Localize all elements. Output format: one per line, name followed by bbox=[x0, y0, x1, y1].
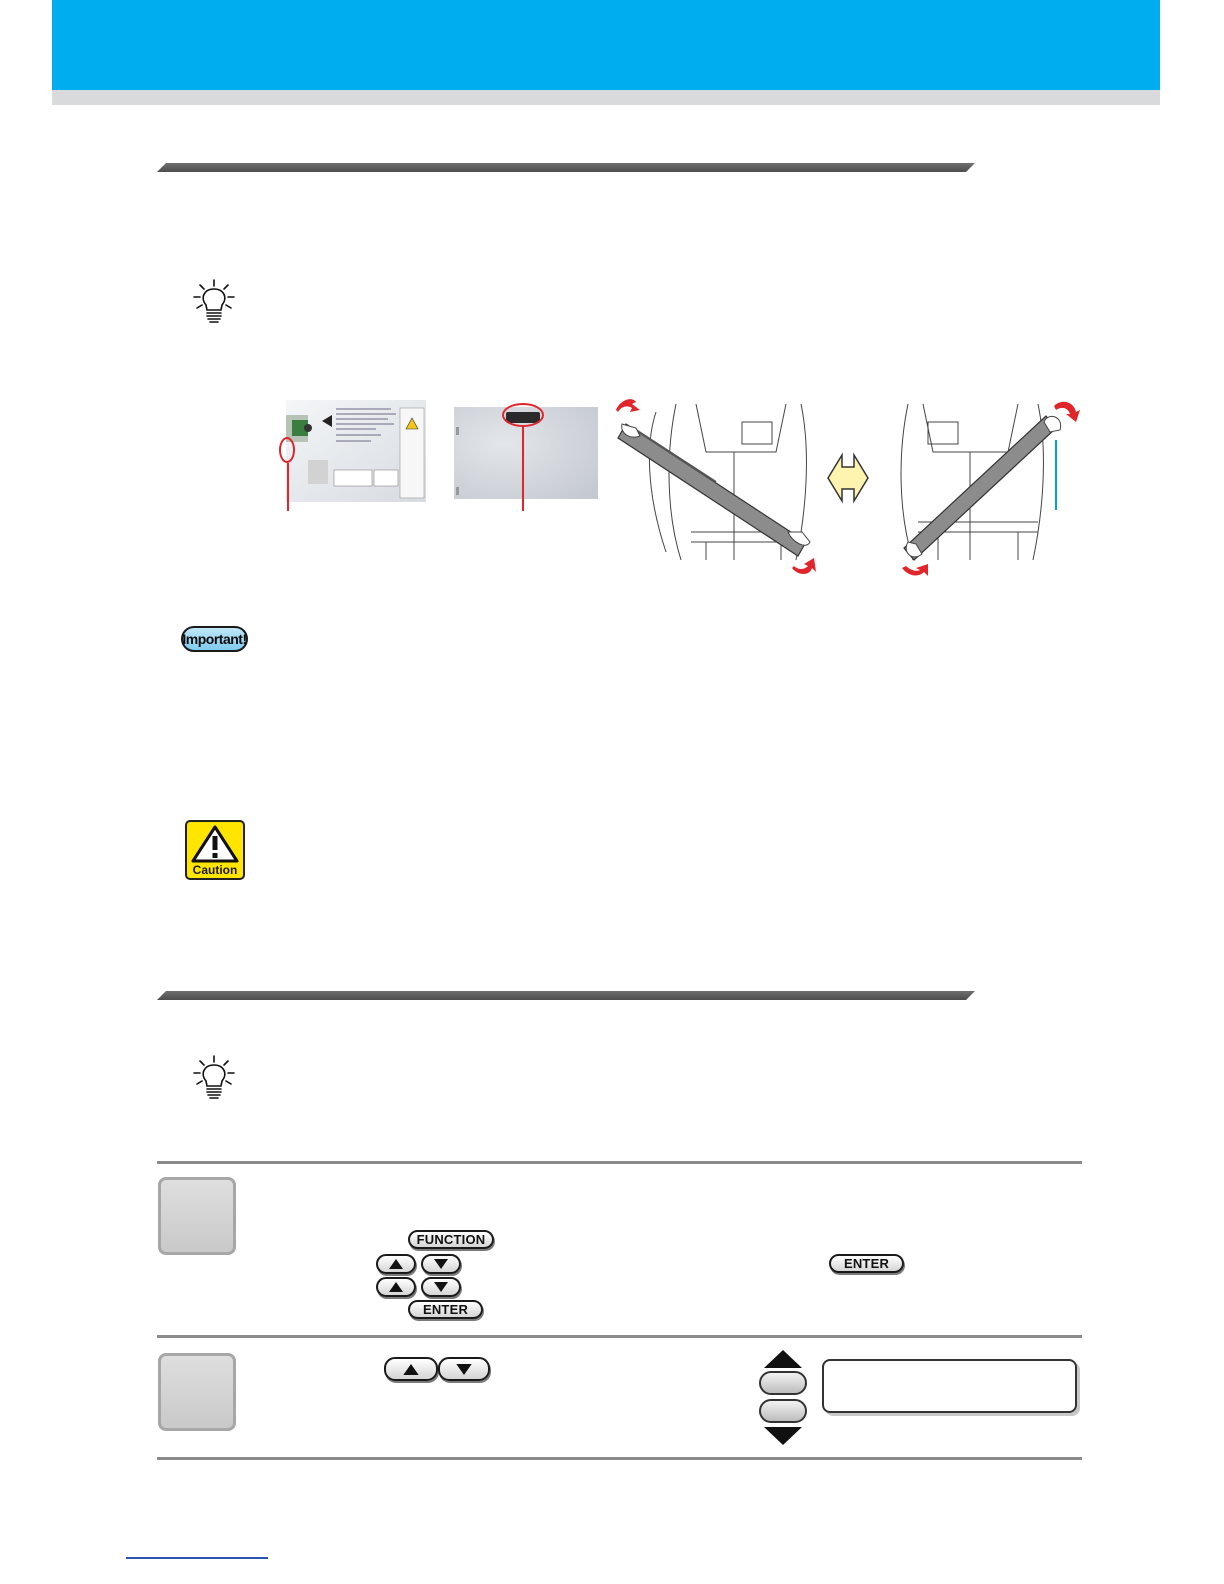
step-1-number-box bbox=[158, 1177, 236, 1255]
important-label: Important! bbox=[182, 631, 247, 647]
chip-callout-line bbox=[287, 463, 289, 511]
cartridge-callout-line-blue bbox=[1055, 440, 1057, 510]
light-bulb-icon bbox=[192, 1054, 236, 1100]
enter-key[interactable] bbox=[829, 1254, 904, 1273]
step-1-top-rule bbox=[157, 1161, 1082, 1164]
up-arrow-key[interactable] bbox=[376, 1254, 416, 1274]
caution-warning-icon bbox=[185, 820, 245, 880]
panel-up-button[interactable] bbox=[759, 1371, 807, 1395]
enter-key[interactable] bbox=[408, 1300, 483, 1319]
down-arrow-key[interactable] bbox=[438, 1357, 490, 1381]
panel-down-triangle-icon bbox=[764, 1427, 802, 1445]
slot-callout-oval bbox=[502, 403, 544, 427]
light-bulb-icon bbox=[192, 278, 236, 324]
shake-cartridge-illustration-right bbox=[878, 392, 1084, 580]
down-triangle-icon bbox=[434, 1259, 448, 1269]
cartridge-chip-photo bbox=[286, 400, 426, 502]
up-arrow-key[interactable] bbox=[384, 1357, 438, 1381]
display-panel bbox=[822, 1359, 1077, 1413]
down-arrow-key[interactable] bbox=[421, 1254, 461, 1274]
footer-link-underline[interactable] bbox=[126, 1557, 268, 1559]
step-2-number-box bbox=[158, 1353, 236, 1431]
double-arrow-icon bbox=[826, 451, 870, 505]
down-triangle-icon bbox=[456, 1364, 472, 1375]
down-arrow-key[interactable] bbox=[421, 1277, 461, 1297]
section-rule-2 bbox=[157, 991, 975, 1000]
shake-cartridge-illustration-left bbox=[606, 392, 822, 580]
step-2-top-rule bbox=[157, 1335, 1082, 1338]
up-triangle-icon bbox=[403, 1364, 419, 1375]
slot-callout-line bbox=[522, 427, 524, 511]
important-badge bbox=[181, 626, 248, 652]
page-header-band bbox=[52, 0, 1160, 90]
down-triangle-icon bbox=[434, 1282, 448, 1292]
page-header-shadow bbox=[52, 90, 1160, 105]
section-rule-1 bbox=[157, 163, 975, 172]
panel-down-button[interactable] bbox=[759, 1399, 807, 1423]
step-2-bottom-rule bbox=[157, 1457, 1082, 1460]
up-triangle-icon bbox=[389, 1259, 403, 1269]
function-key[interactable] bbox=[408, 1230, 494, 1249]
up-arrow-key[interactable] bbox=[376, 1277, 416, 1297]
enter-key-label: ENTER bbox=[843, 1256, 890, 1271]
chip-callout-oval bbox=[279, 437, 295, 463]
panel-up-triangle-icon bbox=[764, 1350, 802, 1368]
up-triangle-icon bbox=[389, 1282, 403, 1292]
function-key-label: FUNCTION bbox=[416, 1232, 486, 1247]
enter-key-label: ENTER bbox=[422, 1302, 469, 1317]
caution-label: Caution bbox=[192, 863, 238, 877]
